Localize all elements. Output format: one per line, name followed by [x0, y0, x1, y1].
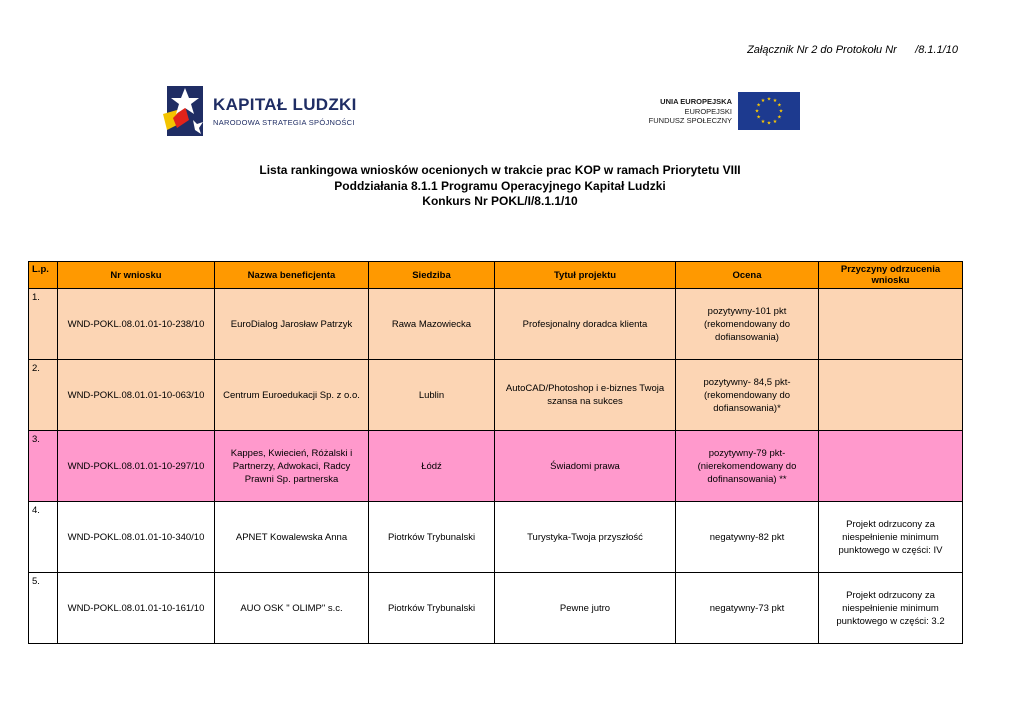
cell-nr: WND-POKL.08.01.01-10-297/10 [58, 431, 215, 502]
cell-score: pozytywny-79 pkt- (nierekomendowany do dofinansowania) ** [676, 431, 819, 502]
eu-star-icon: ★ [772, 118, 778, 125]
cell-seat: Lublin [369, 360, 495, 431]
table-header-row [29, 262, 963, 289]
header-reasons: Przyczyny odrzucenia wniosku [819, 262, 963, 289]
eu-star-icon: ★ [756, 114, 761, 121]
cell-seat: Piotrków Trybunalski [369, 573, 495, 644]
cell-score: negatywny-73 pkt [676, 573, 819, 644]
eu-star-icon: ★ [777, 102, 782, 109]
cell-reasons: Projekt odrzucony za niespełnienie minimum punktowego w części: 3.2 [819, 573, 963, 644]
eu-star-icon: ★ [760, 98, 766, 105]
eu-star-icon: ★ [772, 98, 778, 105]
cell-name: Centrum Euroedukacji Sp. z o.o. [215, 360, 369, 431]
title-line1: Lista rankingowa wniosków ocenionych w trakcie prac KOP w ramach Priorytetu VIII [259, 163, 741, 177]
cell-name: AUO OSK " OLIMP" s.c. [215, 573, 369, 644]
cell-score: negatywny-82 pkt [676, 502, 819, 573]
table-row [29, 573, 963, 644]
cell-name: EuroDialog Jarosław Patrzyk [215, 289, 369, 360]
cell-lp: 1. [29, 289, 58, 360]
eu-flag-icon [738, 92, 800, 130]
eu-logo [646, 92, 800, 130]
cell-seat: Piotrków Trybunalski [369, 502, 495, 573]
title-line3: Konkurs Nr POKL/I/8.1.1/10 [422, 194, 578, 208]
cell-nr: WND-POKL.08.01.01-10-340/10 [58, 502, 215, 573]
cell-reasons [819, 289, 963, 360]
cell-reasons [819, 360, 963, 431]
eu-logo-text [649, 97, 732, 126]
eu-star-icon: ★ [756, 102, 761, 109]
eu-star-icon: ★ [766, 120, 772, 127]
cell-reasons: Projekt odrzucony za niespełnienie minimum punktowego w części: IV [819, 502, 963, 573]
eu-line1: UNIA EUROPEJSKA [660, 97, 732, 106]
cell-lp: 4. [29, 502, 58, 573]
title-line2: Poddziałania 8.1.1 Programu Operacyjnego Kapitał Ludzki [334, 178, 666, 193]
cell-nr: WND-POKL.08.01.01-10-161/10 [58, 573, 215, 644]
cell-score: pozytywny- 84,5 pkt- (rekomendowany do dofiansowania)* [676, 360, 819, 431]
cell-seat: Rawa Mazowiecka [369, 289, 495, 360]
eu-star-icon: ★ [760, 118, 766, 125]
header-lp: L.p. [29, 262, 58, 289]
cell-lp: 3. [29, 431, 58, 502]
kapital-ludzki-title: KAPITAŁ LUDZKI [213, 95, 357, 114]
eu-line2: EUROPEJSKI [684, 106, 732, 116]
header-nr: Nr wniosku [58, 262, 215, 289]
document-title [0, 163, 1000, 210]
cell-project: Pewne jutro [495, 573, 676, 644]
eu-star-icon: ★ [766, 96, 772, 103]
header-score: Ocena [676, 262, 819, 289]
eu-star-icon: ★ [778, 108, 784, 115]
cell-score: pozytywny-101 pkt (rekomendowany do dofiansowania) [676, 289, 819, 360]
cell-reasons [819, 431, 963, 502]
header-seat: Siedziba [369, 262, 495, 289]
eu-star-icon: ★ [777, 114, 782, 121]
cell-name: APNET Kowalewska Anna [215, 502, 369, 573]
cell-project: Turystyka-Twoja przyszłość [495, 502, 676, 573]
kapital-ludzki-subtitle: NARODOWA STRATEGIA SPÓJNOŚCI [213, 118, 355, 127]
cell-nr: WND-POKL.08.01.01-10-063/10 [58, 360, 215, 431]
annex-label: Załącznik Nr 2 do Protokołu Nr /8.1.1/10 [747, 44, 958, 56]
kapital-ludzki-logo [163, 84, 363, 140]
cell-seat: Łódź [369, 431, 495, 502]
ranking-table [28, 261, 963, 644]
cell-lp: 5. [29, 573, 58, 644]
table-row [29, 502, 963, 573]
eu-line3: FUNDUSZ SPOŁECZNY [648, 116, 732, 125]
table-row [29, 289, 963, 360]
cell-project: AutoCAD/Photoshop i e-biznes Twoja szansa na sukces [495, 360, 676, 431]
eu-star-icon: ★ [754, 108, 760, 115]
header-project: Tytuł projektu [495, 262, 676, 289]
cell-name: Kappes, Kwiecień, Różalski i Partnerzy, Adwokaci, Radcy Prawni Sp. partnerska [215, 431, 369, 502]
header-name: Nazwa beneficjenta [215, 262, 369, 289]
cell-nr: WND-POKL.08.01.01-10-238/10 [58, 289, 215, 360]
cell-project: Świadomi prawa [495, 431, 676, 502]
cell-project: Profesjonalny doradca klienta [495, 289, 676, 360]
kapital-ludzki-emblem-icon [163, 84, 207, 138]
table-row [29, 431, 963, 502]
table-row [29, 360, 963, 431]
cell-lp: 2. [29, 360, 58, 431]
